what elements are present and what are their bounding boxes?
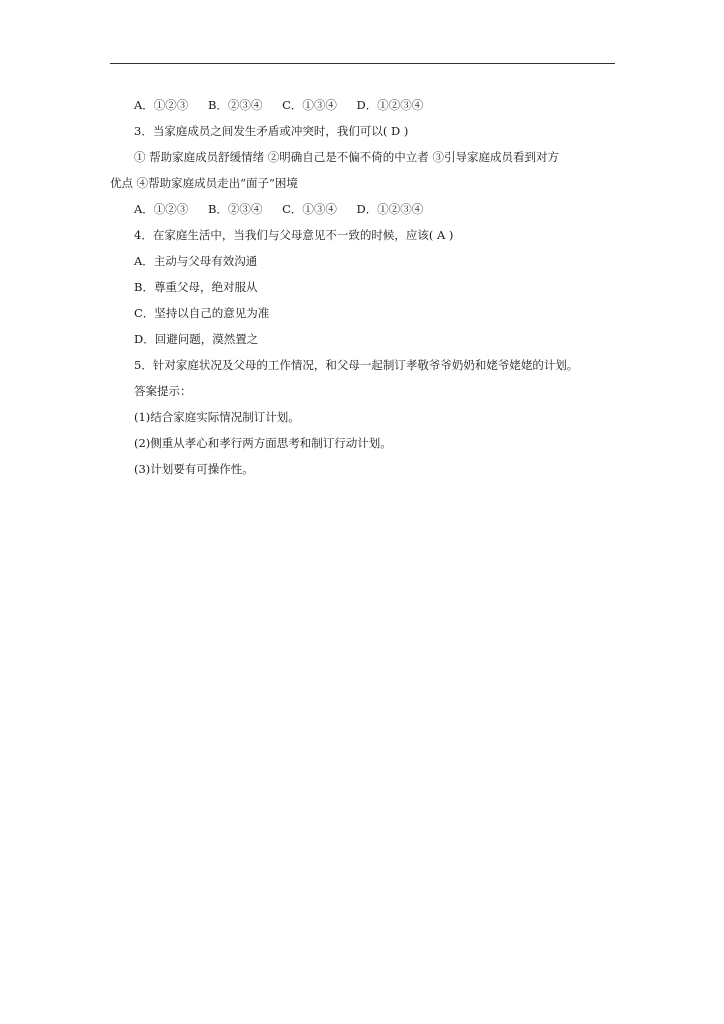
q3-options [110, 196, 620, 222]
header-rule [110, 63, 615, 64]
q4-option-b: B．尊重父母，绝对服从 [134, 280, 258, 294]
q2-option-b: B．②③④ [207, 98, 263, 112]
q2-option-d: D．①②③④ [356, 98, 424, 112]
q3-option-d: D．①②③④ [356, 202, 424, 216]
q5-hint-label: 答案提示： [134, 384, 192, 398]
q2-options [110, 92, 620, 118]
q4-stem: 4．在家庭生活中，当我们与父母意见不一致的时候，应该( A ) [134, 228, 454, 242]
q2-option-a: A．①②③ [134, 98, 189, 112]
q5-stem: 5．针对家庭状况及父母的工作情况，和父母一起制订孝敬爷爷奶奶和姥爷姥姥的计划。 [134, 358, 579, 372]
q3-option-a: A．①②③ [134, 202, 189, 216]
q5-hint-3: (3)计划要有可操作性。 [134, 462, 254, 476]
q3-option-b: B．②③④ [207, 202, 263, 216]
q2-option-c: C．①③④ [282, 98, 337, 112]
q4-option-a: A．主动与父母有效沟通 [134, 254, 258, 268]
q3-statements-line1: ① 帮助家庭成员舒缓情绪 ②明确自己是不偏不倚的中立者 ③引导家庭成员看到对方 [134, 150, 559, 164]
document-body [110, 92, 620, 482]
q3-stem: 3．当家庭成员之间发生矛盾或冲突时，我们可以( D ) [134, 124, 409, 138]
q4-option-c: C．坚持以自己的意见为准 [134, 306, 270, 320]
q5-hint-2: (2)侧重从孝心和孝行两方面思考和制订行动计划。 [134, 436, 392, 450]
q3-option-c: C．①③④ [282, 202, 337, 216]
q5-hint-1: (1)结合家庭实际情况制订计划。 [134, 410, 300, 424]
q3-statements-line2: 优点 ④帮助家庭成员走出“面子”困境 [110, 176, 298, 190]
q4-option-d: D．回避问题，漠然置之 [134, 332, 259, 346]
